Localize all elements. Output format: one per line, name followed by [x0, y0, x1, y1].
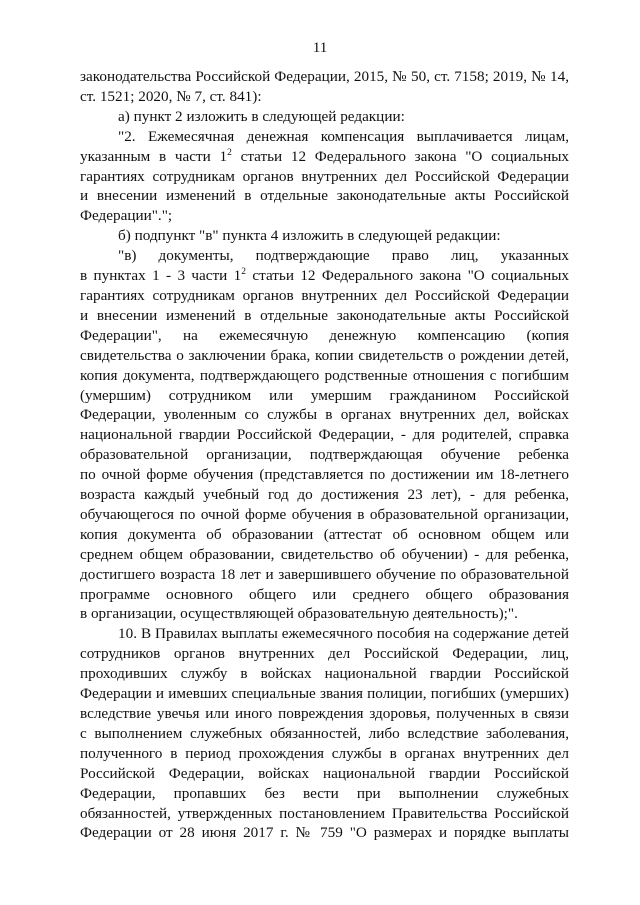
paragraph-item-10 [80, 624, 569, 843]
text-line: гарантиях сотрудникам органов внутренних дел Российской Федерации [80, 167, 569, 185]
text-line: законодательства Российской Федерации, 2015, № 50, ст. 7158; 2019, № 14, [80, 68, 569, 85]
text-line: ст. 1521; 2020, № 7, ст. 841): [80, 87, 262, 105]
text-segment: в пунктах 1 - 3 части 1 [80, 267, 242, 285]
paragraph-subpoint-v [80, 246, 569, 624]
text-line: национальной гвардии Российской Федерации, - для родителей, справка [80, 426, 569, 444]
paragraph-item-a [80, 107, 569, 127]
text-line: "2. Ежемесячная денежная компенсация выплачивается лицам, [118, 127, 569, 145]
text-segment: статьи 12 Федерального закона "О социальных [246, 267, 569, 285]
text-line: полученного в период прохождения службы в органах внутренних дел [80, 744, 569, 762]
text-segment: статьи 12 Федерального закона "О социальных [231, 147, 569, 165]
text-line: Федерации от 28 июня 2017 г. № 759 "О размерах и порядке выплаты [80, 824, 569, 842]
text-line: обучающегося по очной форме обучения в образовательной организации, [80, 505, 569, 523]
text-line: обязанностей, утвержденных постановлением Правительства Российской [80, 804, 569, 822]
text-line: копия документа об образовании (аттестат об основном общем или [80, 525, 569, 543]
text-line: среднем общем образовании, свидетельство об обучении) - для ребенка, [80, 545, 569, 563]
text-line: в организации, осуществляющей образовательную деятельность);". [80, 605, 518, 623]
text-line: 10. В Правилах выплаты ежемесячного пособия на содержание детей [118, 625, 569, 643]
text-line [80, 147, 569, 167]
text-line: образовательной организации, подтверждающая обучение ребенка [80, 446, 569, 464]
page-number: 11 [312, 39, 328, 56]
text-line: "в) документы, подтверждающие право лиц, указанных [118, 247, 569, 265]
text-segment: указанным в части 1 [80, 147, 228, 165]
text-line: б) подпункт "в" пункта 4 изложить в следующей редакции: [118, 227, 501, 245]
text-line: вследствие увечья или иного повреждения здоровья, полученных в связи [80, 705, 569, 722]
paragraph-item-b [80, 226, 569, 246]
document-body [80, 67, 569, 843]
paragraph-legislation-ref [80, 67, 569, 107]
text-line: программе основного общего или среднего общего образования [80, 585, 569, 603]
text-line: и внесении изменений в отдельные законодательные акты Российской [80, 306, 569, 324]
text-line: гарантиях сотрудникам органов внутренних дел Российской Федерации [80, 286, 569, 304]
paragraph-point-2 [80, 127, 569, 227]
text-line: копия документа, подтверждающего родственные отношения с погибшим [80, 366, 569, 384]
text-line: Федерации, пропавших без вести при выполнении служебных [80, 784, 569, 802]
text-line: Федерации"."; [80, 207, 173, 225]
text-line: достигшего возраста 18 лет и завершившего обучение по образовательной [80, 565, 569, 583]
text-line: свидетельства о заключении брака, копии свидетельств о рождении детей, [80, 346, 569, 364]
text-line: проходивших службу в войсках национальной гвардии Российской [80, 665, 569, 683]
text-line: а) пункт 2 изложить в следующей редакции: [118, 107, 405, 125]
text-line: возраста каждый учебный год до достижения 23 лет), - для ребенка, [80, 486, 569, 504]
text-line: с выполнением служебных обязанностей, либо вследствие заболевания, [80, 724, 569, 742]
text-line: и внесении изменений в отдельные законодательные акты Российской [80, 187, 569, 205]
text-line: сотрудников органов внутренних дел Российской Федерации, лиц, [80, 645, 569, 663]
text-line: Федерации и имевших специальные звания полиции, погибших (умерших) [80, 685, 569, 703]
text-line: по очной форме обучения (представляется по достижении им 18-летнего [80, 466, 569, 484]
superscript: 2 [241, 267, 247, 278]
text-line: Федерации", на ежемесячную денежную компенсацию (копия [80, 326, 569, 344]
text-line: (умершим) сотрудником или умершим гражданином Российской [80, 386, 569, 404]
text-line: Федерации, уволенным со службы в органах внутренних дел, войсках [80, 406, 569, 424]
text-line: Российской Федерации, войсках национальной гвардии Российской [80, 764, 569, 782]
superscript: 2 [227, 147, 232, 158]
text-line [80, 266, 569, 286]
